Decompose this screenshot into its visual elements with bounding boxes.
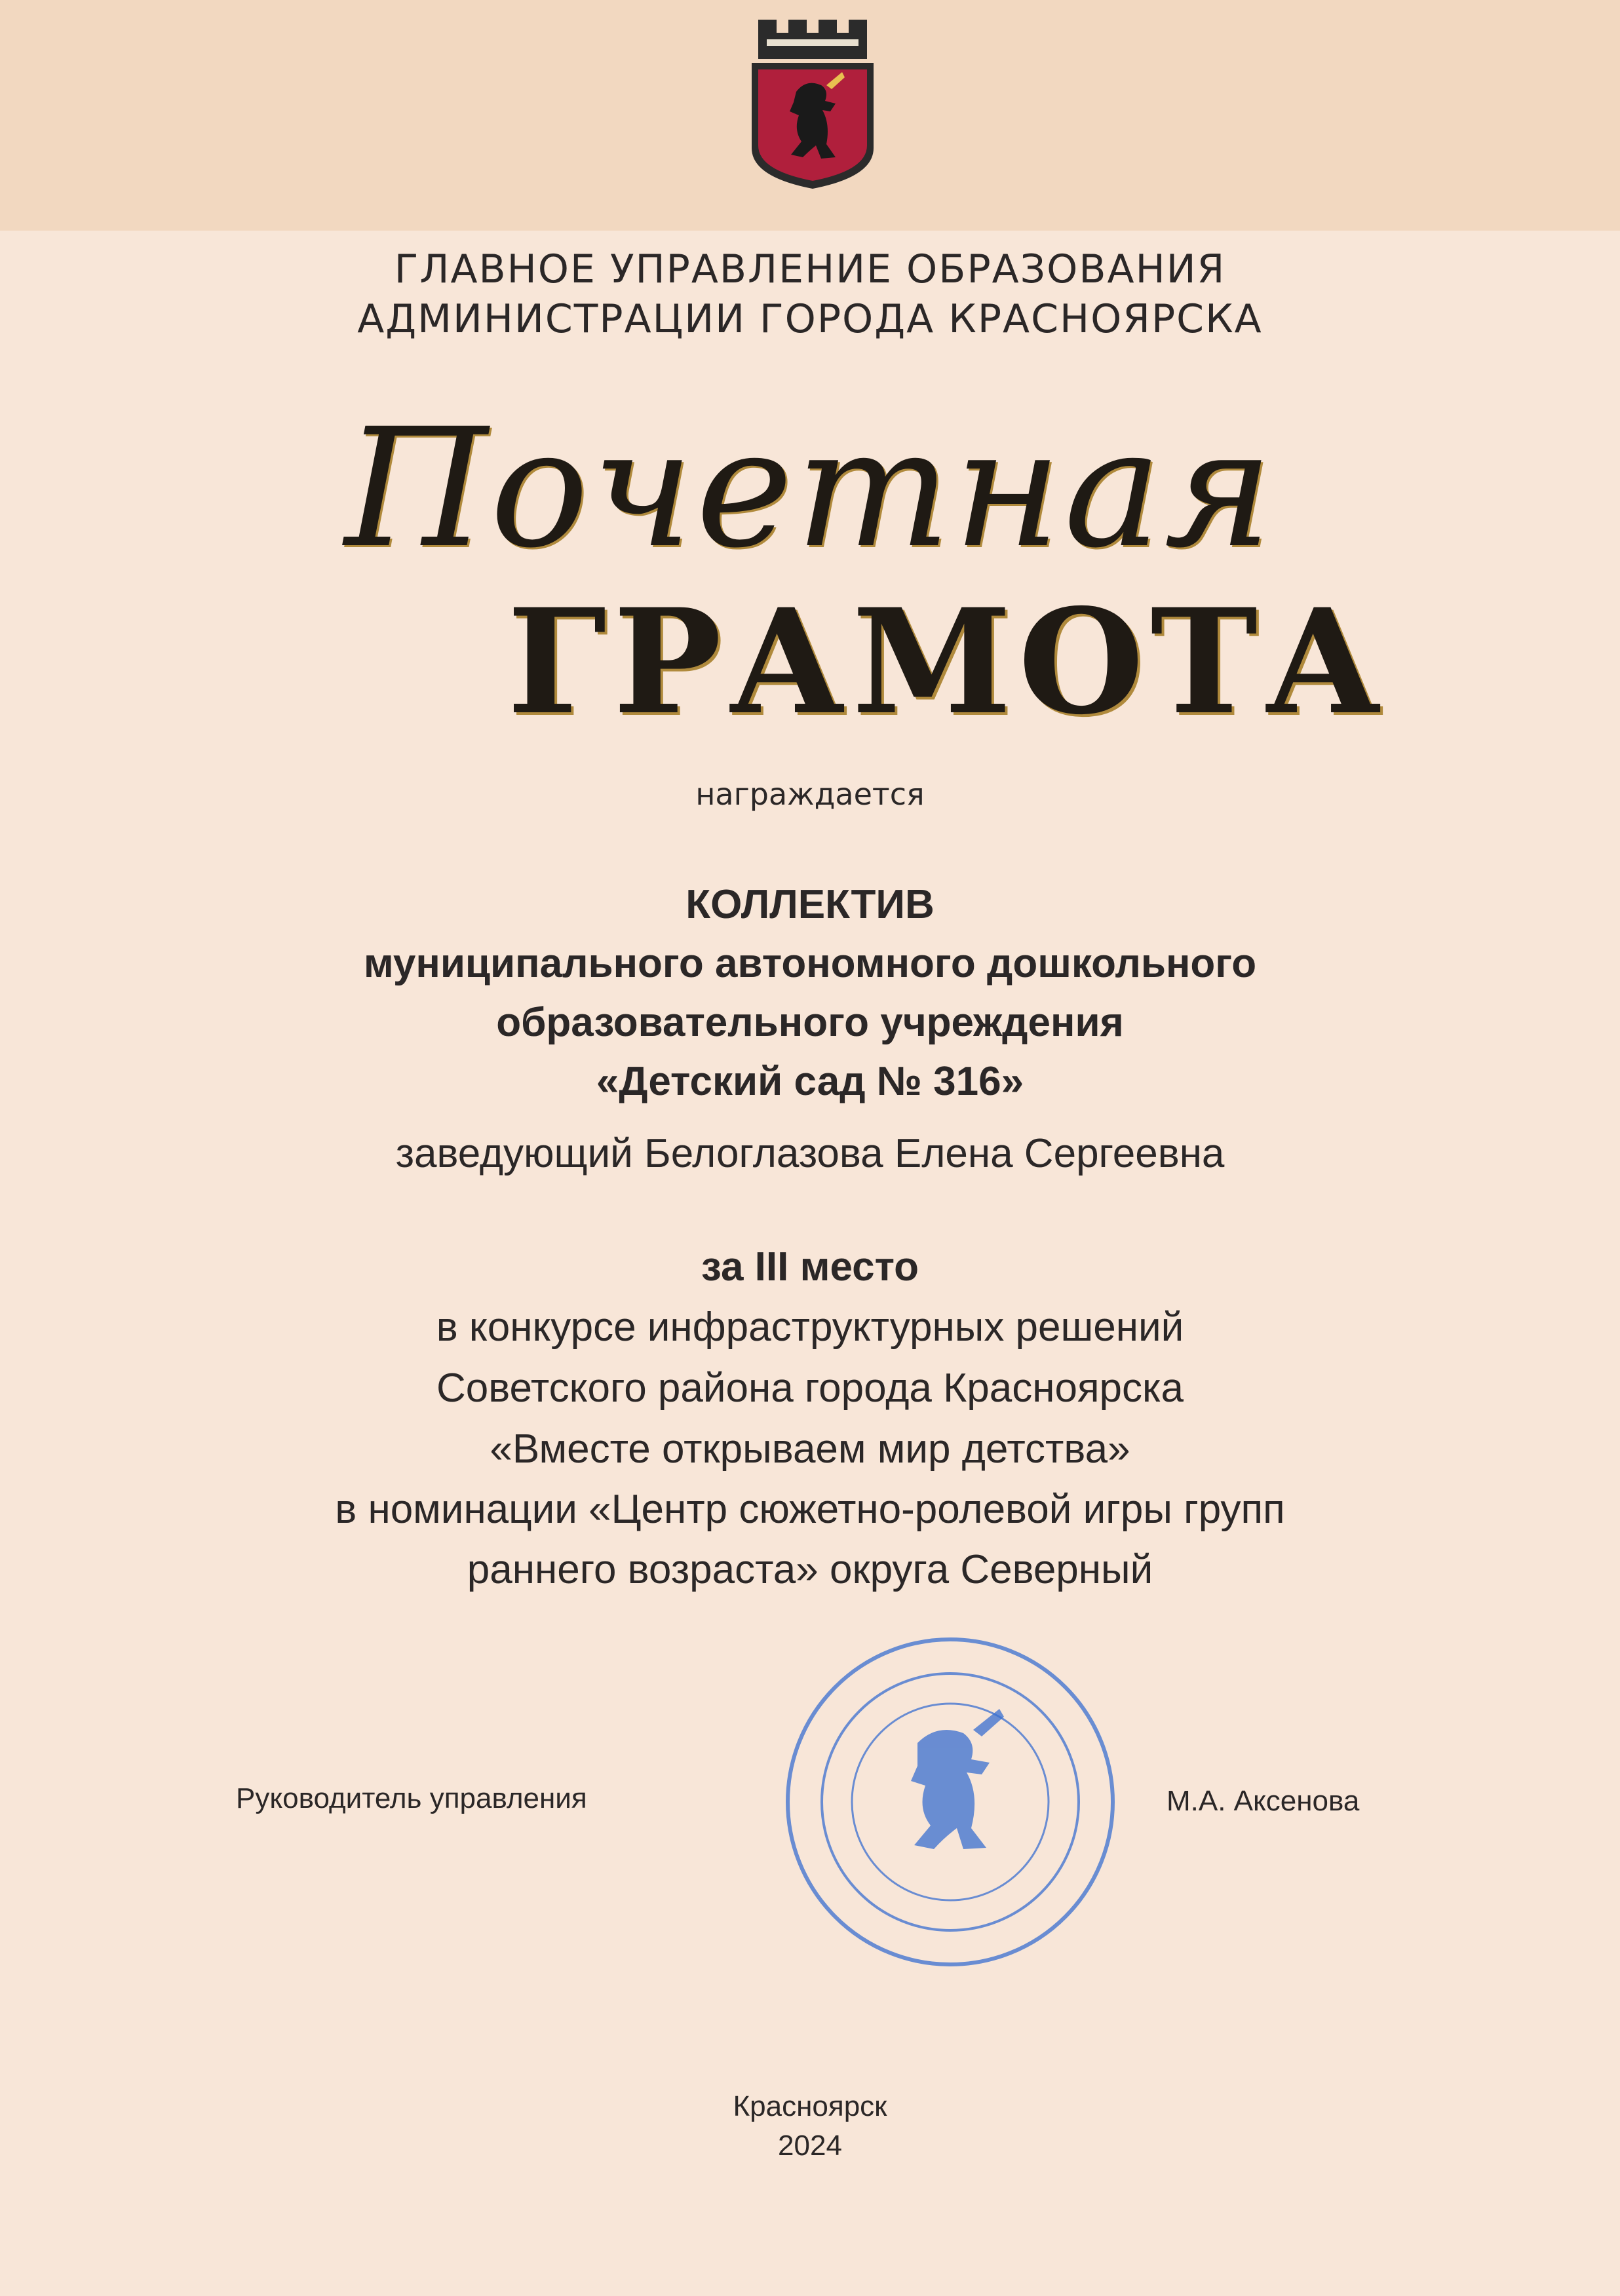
awarded-label: награждается (695, 776, 925, 812)
header-line-2: АДМИНИСТРАЦИИ ГОРОДА КРАСНОЯРСКА (357, 296, 1263, 342)
reason-line-1: в конкурсе инфраструктурных решений (436, 1305, 1184, 1350)
reason-line-3: «Вместе открываем мир детства» (490, 1426, 1130, 1472)
recipient-head: заведующий Белоглазова Елена Сергеевна (395, 1131, 1225, 1176)
title-script: Почетная (344, 393, 1276, 584)
official-seal-icon (767, 1632, 1134, 1972)
header-line-1: ГЛАВНОЕ УПРАВЛЕНИЕ ОБРАЗОВАНИЯ (394, 246, 1226, 292)
reason-line-4: в номинации «Центр сюжетно-ролевой игры групп (335, 1487, 1285, 1532)
footer-city: Красноярск (733, 2090, 887, 2122)
footer-year: 2024 (778, 2130, 842, 2162)
signature-role: Руководитель управления (236, 1782, 587, 1814)
recipient-line-4: «Детский сад № 316» (596, 1059, 1024, 1104)
reason-line-2: Советского района города Красноярска (436, 1366, 1184, 1411)
title-caps: ГРАМОТА (507, 577, 1389, 746)
reason-place: за III место (701, 1244, 919, 1290)
recipient-line-2: муниципального автономного дошкольного (363, 941, 1257, 986)
recipient-line-3: образовательного учреждения (496, 1000, 1124, 1045)
recipient-line-1: КОЛЛЕКТИВ (685, 882, 935, 927)
reason-line-5: раннего возраста» округа Северный (467, 1547, 1153, 1592)
coat-of-arms-icon (744, 20, 881, 191)
signature-name: М.А. Аксенова (1167, 1785, 1360, 1817)
